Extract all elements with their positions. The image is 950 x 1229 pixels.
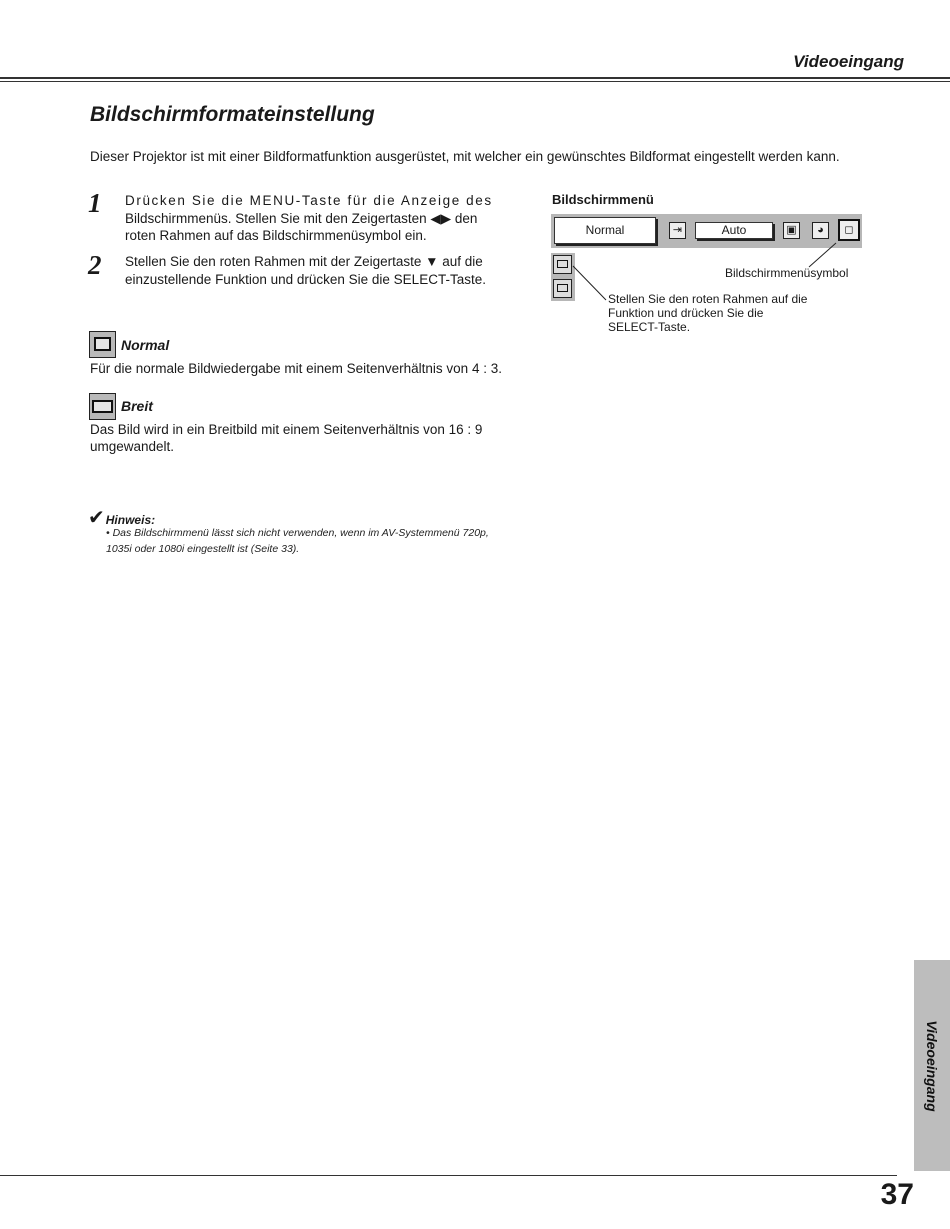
step-number-1: 1 bbox=[88, 188, 102, 218]
section-header-title: Videoeingang bbox=[793, 52, 904, 71]
intro-paragraph: Dieser Projektor ist mit einer Bildformatfunktion ausgerüstet, mit welcher ein gewünschtes Bildformat eingestellt werden kann. bbox=[90, 149, 840, 164]
checkmark-icon: ✔ bbox=[88, 507, 105, 529]
footer-rule bbox=[0, 1175, 897, 1176]
side-tab-label: Videoeingang bbox=[924, 1019, 940, 1112]
option-normal-description: Für die normale Bildwiedergabe mit einem Seitenverhältnis von 4 : 3. bbox=[90, 361, 502, 376]
step-1-line-1: Drücken Sie die MENU-Taste für die Anzeige des bbox=[125, 193, 493, 208]
option-breit-description: Das Bild wird in ein Breitbild mit einem Seitenverhältnis von 16 : 9 umgewandelt. bbox=[90, 422, 483, 454]
menu-field-normal: Normal bbox=[554, 217, 656, 244]
step-2-line-1: Stellen Sie den roten Rahmen mit der Zeigertaste ▼ auf die bbox=[125, 254, 483, 269]
step-1-line-2: Bildschirmmenüs. Stellen Sie mit den Zeigertasten ◀▶ den bbox=[125, 210, 478, 226]
step-number-2: 2 bbox=[88, 250, 102, 280]
square-icon: ▣ bbox=[783, 222, 800, 239]
callout-select-label: Stellen Sie den roten Rahmen auf die Funktion und drücken Sie die SELECT-Taste. bbox=[608, 292, 808, 334]
menu-figure-title: Bildschirmmenü bbox=[552, 192, 654, 207]
note-heading-label: Hinweis: bbox=[105, 513, 156, 527]
screen-format-icon: ◻ bbox=[838, 219, 860, 241]
step-1-line-3: roten Rahmen auf das Bildschirmmenüsymbol ein. bbox=[125, 228, 427, 243]
step-2-line-2: einzustellende Funktion und drücken Sie die SELECT-Taste. bbox=[125, 271, 486, 287]
note-text: • Das Bildschirmmenü lässt sich nicht verwenden, wenn im AV-Systemmenü 720p, 1035i oder 1080i eingestellt ist (Seite 33). bbox=[106, 527, 489, 555]
menu-field-auto: Auto bbox=[695, 222, 773, 239]
option-normal-label: Normal bbox=[121, 337, 170, 353]
page-number: 37 bbox=[880, 1178, 914, 1211]
page-title: Bildschirmformateinstellung bbox=[90, 103, 375, 126]
paint-icon: ◕ bbox=[812, 222, 829, 239]
section-side-tab bbox=[914, 960, 950, 1171]
input-icon: ⇥ bbox=[669, 222, 686, 239]
callout-symbol-label: Bildschirmmenüsymbol bbox=[725, 266, 849, 280]
option-breit-label: Breit bbox=[121, 398, 153, 414]
